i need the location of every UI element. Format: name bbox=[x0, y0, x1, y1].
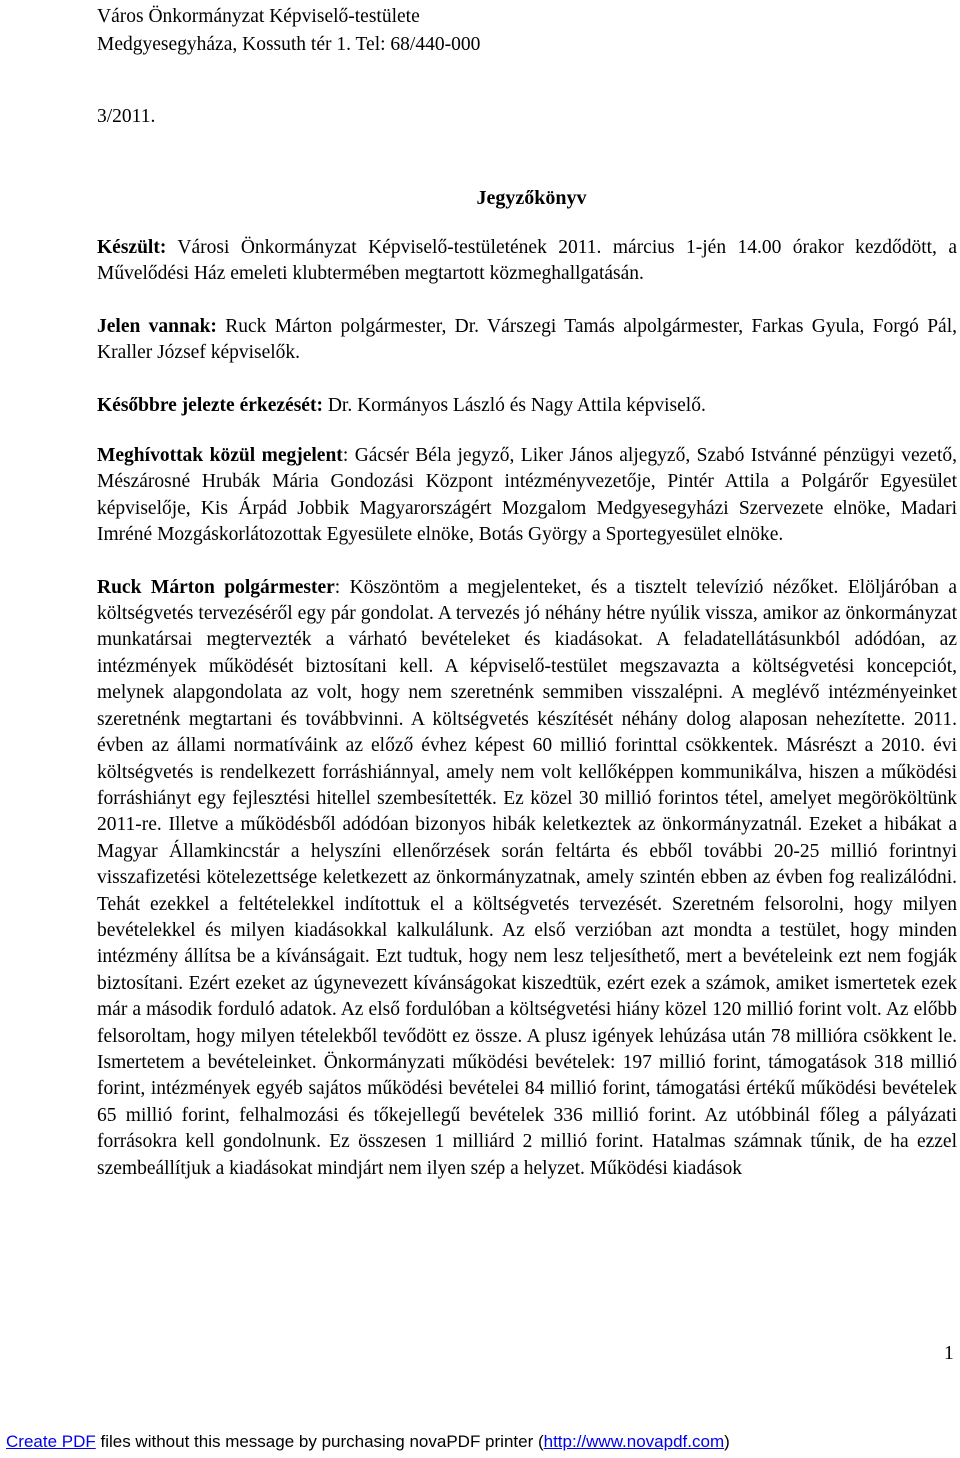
letterhead bbox=[97, 3, 480, 59]
label-ruck: Ruck Márton polgármester bbox=[97, 576, 335, 598]
paragraph-jelen bbox=[97, 314, 957, 367]
text-ruck: : Köszöntöm a megjelenteket, és a tisztelt televízió nézőket. Elöljáróban a költségvetés tervezéséről egy pár gondolat. A tervezés jó néhány hétre nyúlik vissza, amikor az önkormányzat munkatársai megtervezték a várható bevételeket és kiadásokat. A feladatellátásunkból adódóan, az intézmények működését biztosítani kell. A képviselő-testület megszavazta a költségvetési koncepciót, melynek alapgondolata az volt, hogy nem szeretnénk semmiben visszalépni. A meglévő intézményeinket szeretnénk megtartani és továbbvinni. A költségvetés készítését néhány dolog alaposan nehezítette. 2011. évben az állami normatíváink az előző évhez képest 60 millió forinttal csökkentek. Másrészt a 2010. évi költségvetés is rendelkezett forráshiánnyal, amely nem volt kellőképpen kommunikálva, hiszen a működési forráshiányt egy fejlesztési hitellel szembesítették. Ez közel 30 millió forintos tétel, amelyet megörököltünk 2011-re. Illetve a működésből adódóan bizonyos hibák keletkeztek az önkormányzatnál. Ezeket a hibákat a Magyar Államkincstár a helyszíni ellenőrzések során feltárta és ebből további 20-25 millió forintnyi visszafizetési kötelezettsége keletkezett az önkormányzatnak, amely szintén ebben az évben fog realizálódni. Tehát ezekkel a feltételekkel indítottuk el a költségvetés tervezését. Szeretném felsorolni, hogy milyen bevételekkel és milyen kiadásokkal kalkulálunk. Az első verzióban azt mondta a testület, hogy minden intézmény állítsa be a kívánságait. Ezt tudtuk, hogy nem lesz teljesíthető, mert a bevételeink ezt nem fogják biztosítani. Ezért ezeket az úgynevezett kívánságokat kiszedtük, ezért ezek a számok, amiket ismertetek ezek már a második forduló adatok. Az első fordulóban a költségvetési hiány közel 120 millió forint volt. Az előbb felsoroltam, hogy milyen tételekből tevődött ez össze. A plusz igények lehúzása után 78 millióra csökkent le. Ismertetem a bevételeinket. Önkormányzati működési bevételek: 197 millió forint, támogatások 318 millió forint, intézmények egyéb sajátos működési bevételei 84 millió forint, támogatási értékű működési bevételek 65 millió forint, felhalmozási és tőkejellegű bevételek 336 millió forint. Az utóbbinál főleg a pályázati forrásokra kell gondolnunk. Ez összesen 1 milliárd 2 millió forint. Hatalmas számnak tűnik, de ha ezzel szembeállítjuk a kiadásokat mindjárt nem ilyen szép a helyzet. Működési kiadások bbox=[97, 576, 957, 1179]
paragraph-kesobb bbox=[97, 393, 957, 419]
page-number: 1 bbox=[944, 1343, 954, 1364]
label-meghivottak: Meghívottak közül megjelent bbox=[97, 445, 343, 467]
novapdf-link[interactable]: http://www.novapdf.com bbox=[543, 1432, 725, 1451]
create-pdf-link[interactable]: Create PDF bbox=[6, 1432, 96, 1451]
pdf-watermark-footer bbox=[0, 1431, 960, 1453]
text-meghivottak: : Gácsér Béla jegyző, Liker János aljegyző, Szabó Istvánné pénzügyi vezető, Mészárosné Hrubák Mária Gondozási Központ intézményvezetője, Pintér Attila a Polgárőr Egyesület képviselője, Kis Árpád Jobbik Magyarországért Mozgalom Medgyesegyházi Szervezete elnöke, Madari Imréné Mozgáskorlátozottak Egyesülete elnöke, Botás György a Sportegyesület elnöke. bbox=[97, 445, 957, 546]
paragraph-meghivottak bbox=[97, 443, 957, 549]
label-jelen: Jelen vannak: bbox=[97, 315, 217, 337]
letterhead-line-1: Város Önkormányzat Képviselő-testülete bbox=[97, 6, 420, 27]
label-keszult: Készült: bbox=[97, 237, 167, 258]
document-number: 3/2011. bbox=[97, 106, 156, 127]
footer-text-2: ) bbox=[724, 1432, 730, 1451]
document-title: Jegyzőkönyv bbox=[476, 187, 587, 209]
text-jelen: Ruck Márton polgármester, Dr. Várszegi Tamás alpolgármester, Farkas Gyula, Forgó Pál, Kraller József képviselők. bbox=[97, 315, 957, 364]
paragraph-ruck bbox=[97, 575, 957, 1182]
text-kesobb: Dr. Kormányos László és Nagy Attila képviselő. bbox=[322, 394, 706, 416]
label-kesobb: Későbbre jelezte érkezését: bbox=[97, 394, 323, 416]
footer-text-1: files without this message by purchasing novaPDF printer ( bbox=[95, 1432, 544, 1451]
letterhead-line-2: Medgyesegyháza, Kossuth tér 1. Tel: 68/440-000 bbox=[97, 34, 481, 55]
document-body bbox=[97, 235, 957, 1208]
text-keszult: Városi Önkormányzat Képviselő-testületének 2011. március 1-jén 14.00 órakor kezdődött, a Művelődési Ház emeleti klubtermében megtartott közmeghallgatásán. bbox=[97, 237, 957, 285]
paragraph-keszult bbox=[97, 235, 957, 288]
